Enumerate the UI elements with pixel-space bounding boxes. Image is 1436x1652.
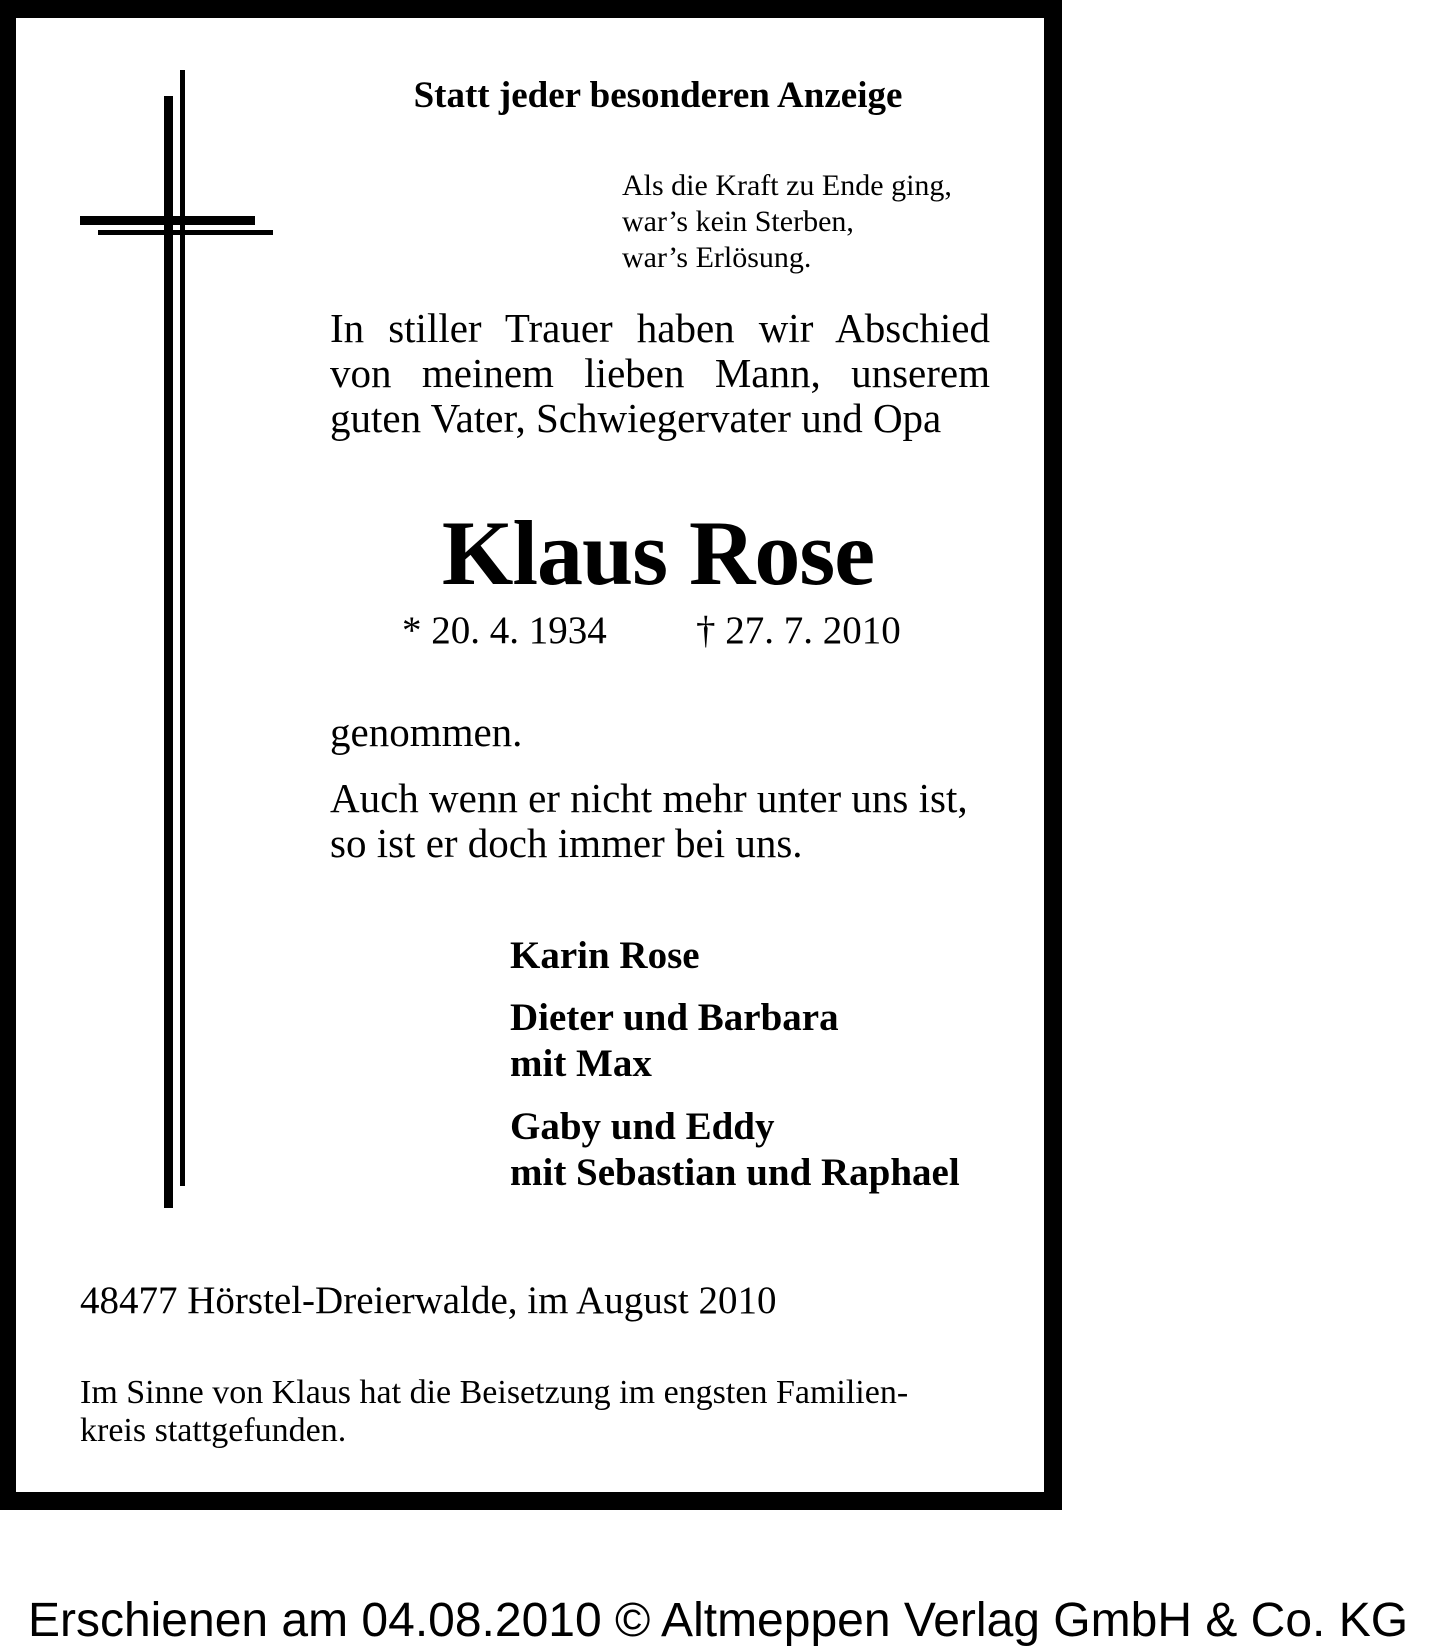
- motto-line: war’s kein Sterben,: [622, 205, 854, 238]
- publication-footer: Erschienen am 04.08.2010 © Altmeppen Verlag GmbH & Co. KG: [27, 1594, 1409, 1647]
- comfort-text: [330, 776, 968, 866]
- mourner-name: Dieter und Barbara: [510, 996, 839, 1039]
- mourner-group: [510, 995, 839, 1087]
- intro-line: In stiller Trauer haben wir Abschied: [330, 305, 990, 351]
- motto-verse: [622, 168, 952, 276]
- intro-line: guten Vater, Schwiegervater und Opa: [330, 395, 942, 441]
- birth-date: * 20. 4. 1934: [402, 609, 607, 652]
- cross-icon-vertical-line: [180, 70, 185, 1186]
- deceased-name: Klaus Rose: [441, 502, 875, 604]
- cross-icon-horizontal-bar: [80, 216, 255, 225]
- cross-icon-vertical-bar: [164, 96, 173, 1208]
- motto-line: war’s Erlösung.: [622, 241, 812, 274]
- burial-note: [80, 1374, 908, 1450]
- mourner-name: mit Sebastian und Raphael: [510, 1151, 960, 1194]
- mourner-group: [510, 933, 700, 979]
- cross-icon-horizontal-line: [98, 230, 273, 235]
- comfort-line: so ist er doch immer bei uns.: [330, 820, 803, 866]
- mourner-name: Karin Rose: [510, 934, 700, 977]
- comfort-line: Auch wenn er nicht mehr unter uns ist,: [330, 775, 968, 821]
- intro-text: [330, 306, 990, 441]
- motto-line: Als die Kraft zu Ende ging,: [622, 169, 952, 202]
- taken-text: genommen.: [330, 709, 523, 755]
- intro-line: von meinem lieben Mann, unserem: [330, 350, 990, 396]
- mourner-name: Gaby und Eddy: [510, 1105, 775, 1148]
- place-and-date: 48477 Hörstel-Dreierwalde, im August 2010: [80, 1279, 777, 1322]
- death-date: † 27. 7. 2010: [696, 609, 901, 652]
- announcement-heading: Statt jeder besonderen Anzeige: [413, 75, 903, 116]
- mourner-group: [510, 1104, 960, 1196]
- mourner-name: mit Max: [510, 1042, 652, 1085]
- note-line: Im Sinne von Klaus hat die Beisetzung im engsten Familien-: [80, 1374, 909, 1411]
- note-line: kreis stattgefunden.: [80, 1412, 347, 1449]
